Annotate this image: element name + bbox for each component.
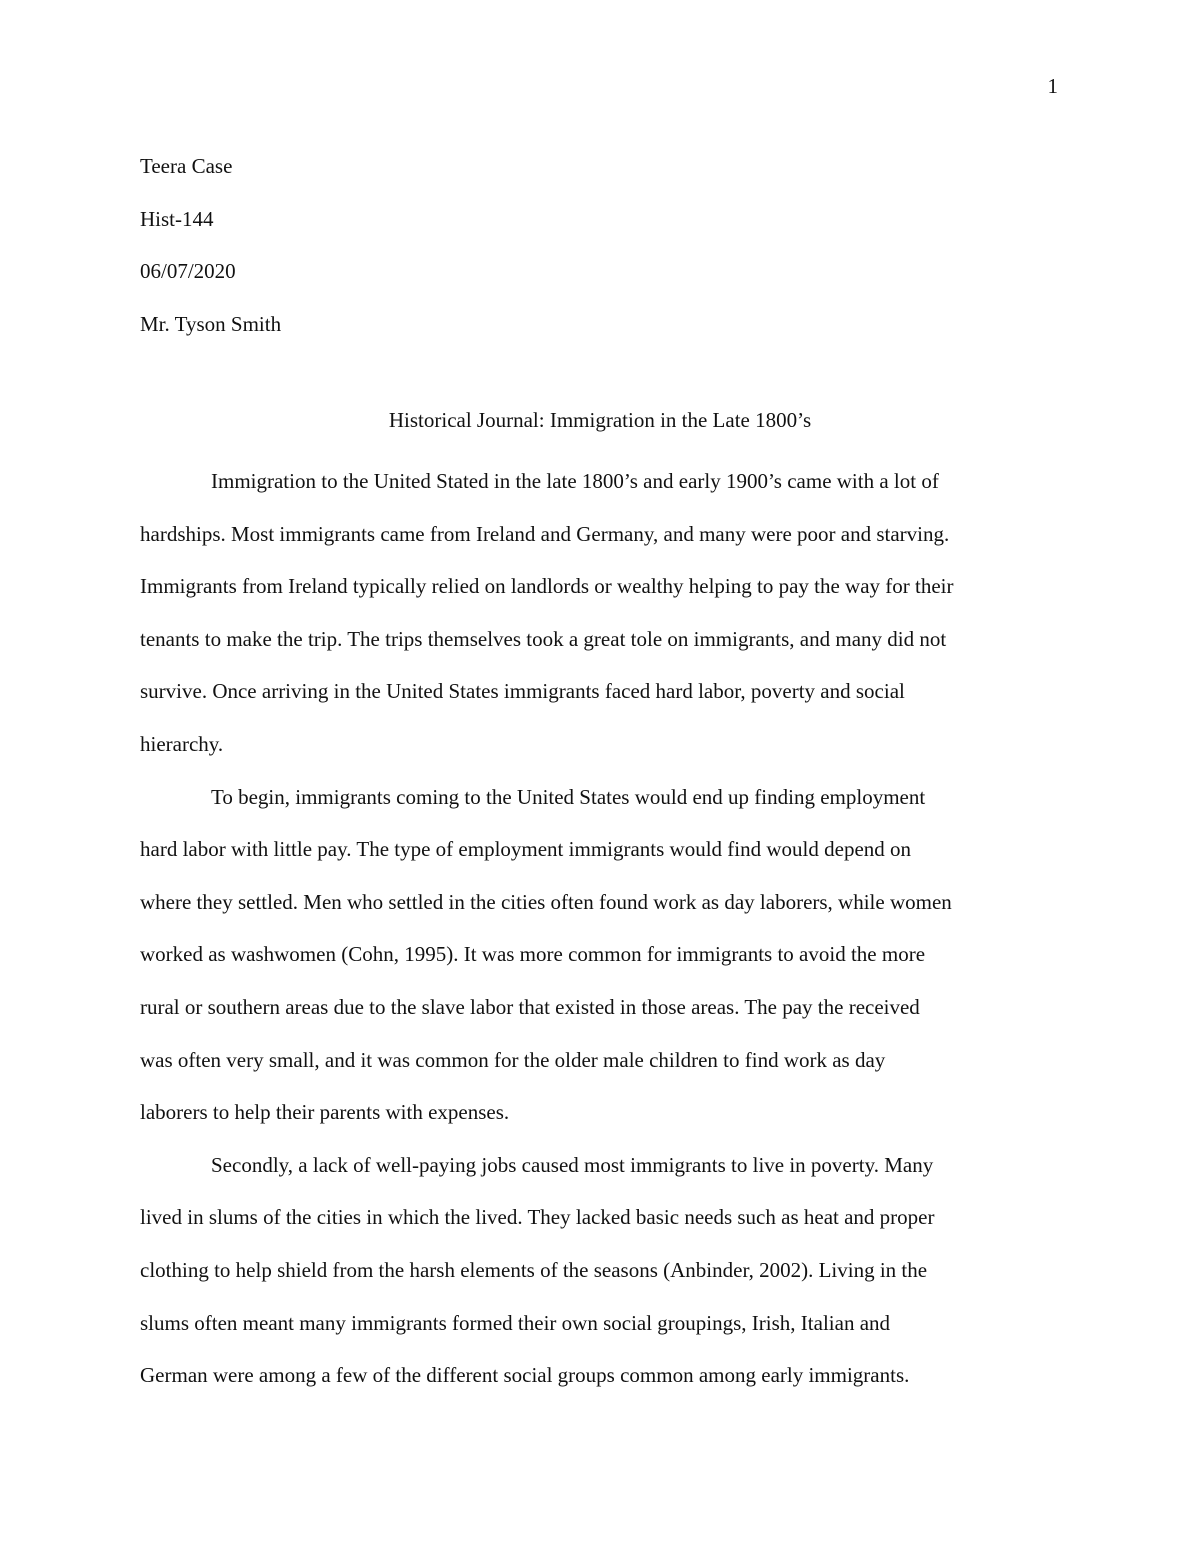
- paragraph-line: hardships. Most immigrants came from Ireland and Germany, and many were poor and starving.: [140, 521, 950, 546]
- document-title: Historical Journal: Immigration in the Late 1800’s: [388, 408, 812, 432]
- paragraph-1: [140, 455, 1060, 771]
- paragraph-line: hard labor with little pay. The type of employment immigrants would find would depend on: [140, 837, 912, 862]
- paragraph-line: Immigration to the United Stated in the late 1800’s and early 1900’s came with a lot of: [211, 469, 939, 493]
- paragraph-line: German were among a few of the different social groups common among early immigrants.: [140, 1363, 910, 1388]
- paragraph-line: where they settled. Men who settled in the cities often found work as day laborers, while women: [140, 889, 952, 914]
- document-body: [140, 455, 1060, 1402]
- paragraph-line: lived in slums of the cities in which the lived. They lacked basic needs such as heat and proper: [140, 1205, 935, 1230]
- paragraph-line: Secondly, a lack of well-paying jobs caused most immigrants to live in poverty. Many: [211, 1152, 934, 1177]
- page-number: 1: [1047, 74, 1058, 98]
- paragraph-line: tenants to make the trip. The trips themselves took a great tole on immigrants, and many did not: [140, 626, 947, 651]
- paragraph-2: [140, 771, 1060, 1139]
- paragraph-line: worked as washwomen (Cohn, 1995). It was more common for immigrants to avoid the more: [140, 942, 926, 967]
- paragraph-line: was often very small, and it was common for the older male children to find work as day: [140, 1047, 886, 1072]
- paragraph-line: survive. Once arriving in the United States immigrants faced hard labor, poverty and social: [140, 679, 905, 704]
- paragraph-line: clothing to help shield from the harsh elements of the seasons (Anbinder, 2002). Living in the: [140, 1257, 928, 1282]
- paragraph-line: rural or southern areas due to the slave labor that existed in those areas. The pay the received: [140, 994, 920, 1019]
- paragraph-3: [140, 1139, 1060, 1402]
- student-name: Teera Case: [140, 154, 233, 178]
- paragraph-line: laborers to help their parents with expenses.: [140, 1100, 510, 1125]
- date: 06/07/2020: [140, 259, 236, 284]
- paragraph-line: slums often meant many immigrants formed their own social groupings, Irish, Italian and: [140, 1310, 891, 1335]
- course-code: Hist-144: [140, 206, 214, 231]
- instructor-name: Mr. Tyson Smith: [140, 311, 282, 336]
- heading-block: [140, 140, 1060, 350]
- paragraph-line: Immigrants from Ireland typically relied on landlords or wealthy helping to pay the way for their: [140, 574, 954, 599]
- paragraph-line: To begin, immigrants coming to the United States would end up finding employment: [211, 784, 926, 809]
- paragraph-line: hierarchy.: [140, 731, 224, 756]
